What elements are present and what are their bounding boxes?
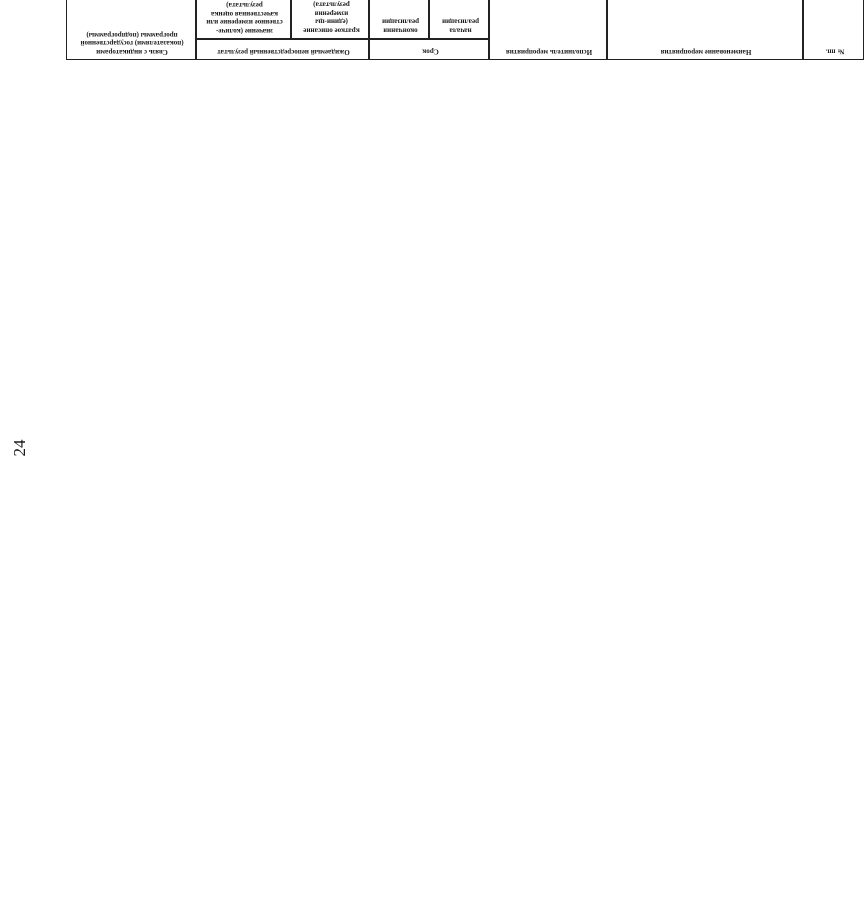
header-link-cell [66, 0, 196, 60]
header-value-cell [196, 0, 291, 39]
header-brief-cell [291, 0, 369, 39]
rotated-table-container [66, 0, 864, 60]
header-name-cell [607, 0, 803, 60]
header-num-cell [803, 0, 864, 60]
page-number: 24 [10, 439, 29, 457]
header-value-cell-text: значение (количе-ственное измерение или качественная оценка результата) [206, 1, 283, 35]
header-executor-cell-text: Исполнитель мероприятия [505, 48, 593, 56]
header-term-title-cell [369, 39, 489, 60]
header-end-cell-text: окончания реализации [381, 18, 419, 35]
header-result-title-cell [196, 39, 369, 60]
header-result-title-cell-text: Ожидаемый непосредственный результат [217, 48, 350, 56]
header-end-cell [369, 0, 429, 39]
header-name-cell-text: Наименование мероприятия [660, 48, 752, 56]
table-body [150, 60, 526, 858]
header-executor-cell [489, 0, 607, 60]
header-term-title-cell-text: Срок [421, 48, 439, 56]
header-start-cell-text: начала реализации [441, 18, 479, 35]
header-start-cell [429, 0, 489, 39]
header-num-cell-text: № пп. [825, 48, 844, 56]
header-link-cell-text: Связь с индикаторами (показателями) государственной программы (подпрограммы) [80, 30, 184, 56]
header-brief-cell-text: краткое описание (едини-цы измерения результата) [302, 1, 360, 35]
